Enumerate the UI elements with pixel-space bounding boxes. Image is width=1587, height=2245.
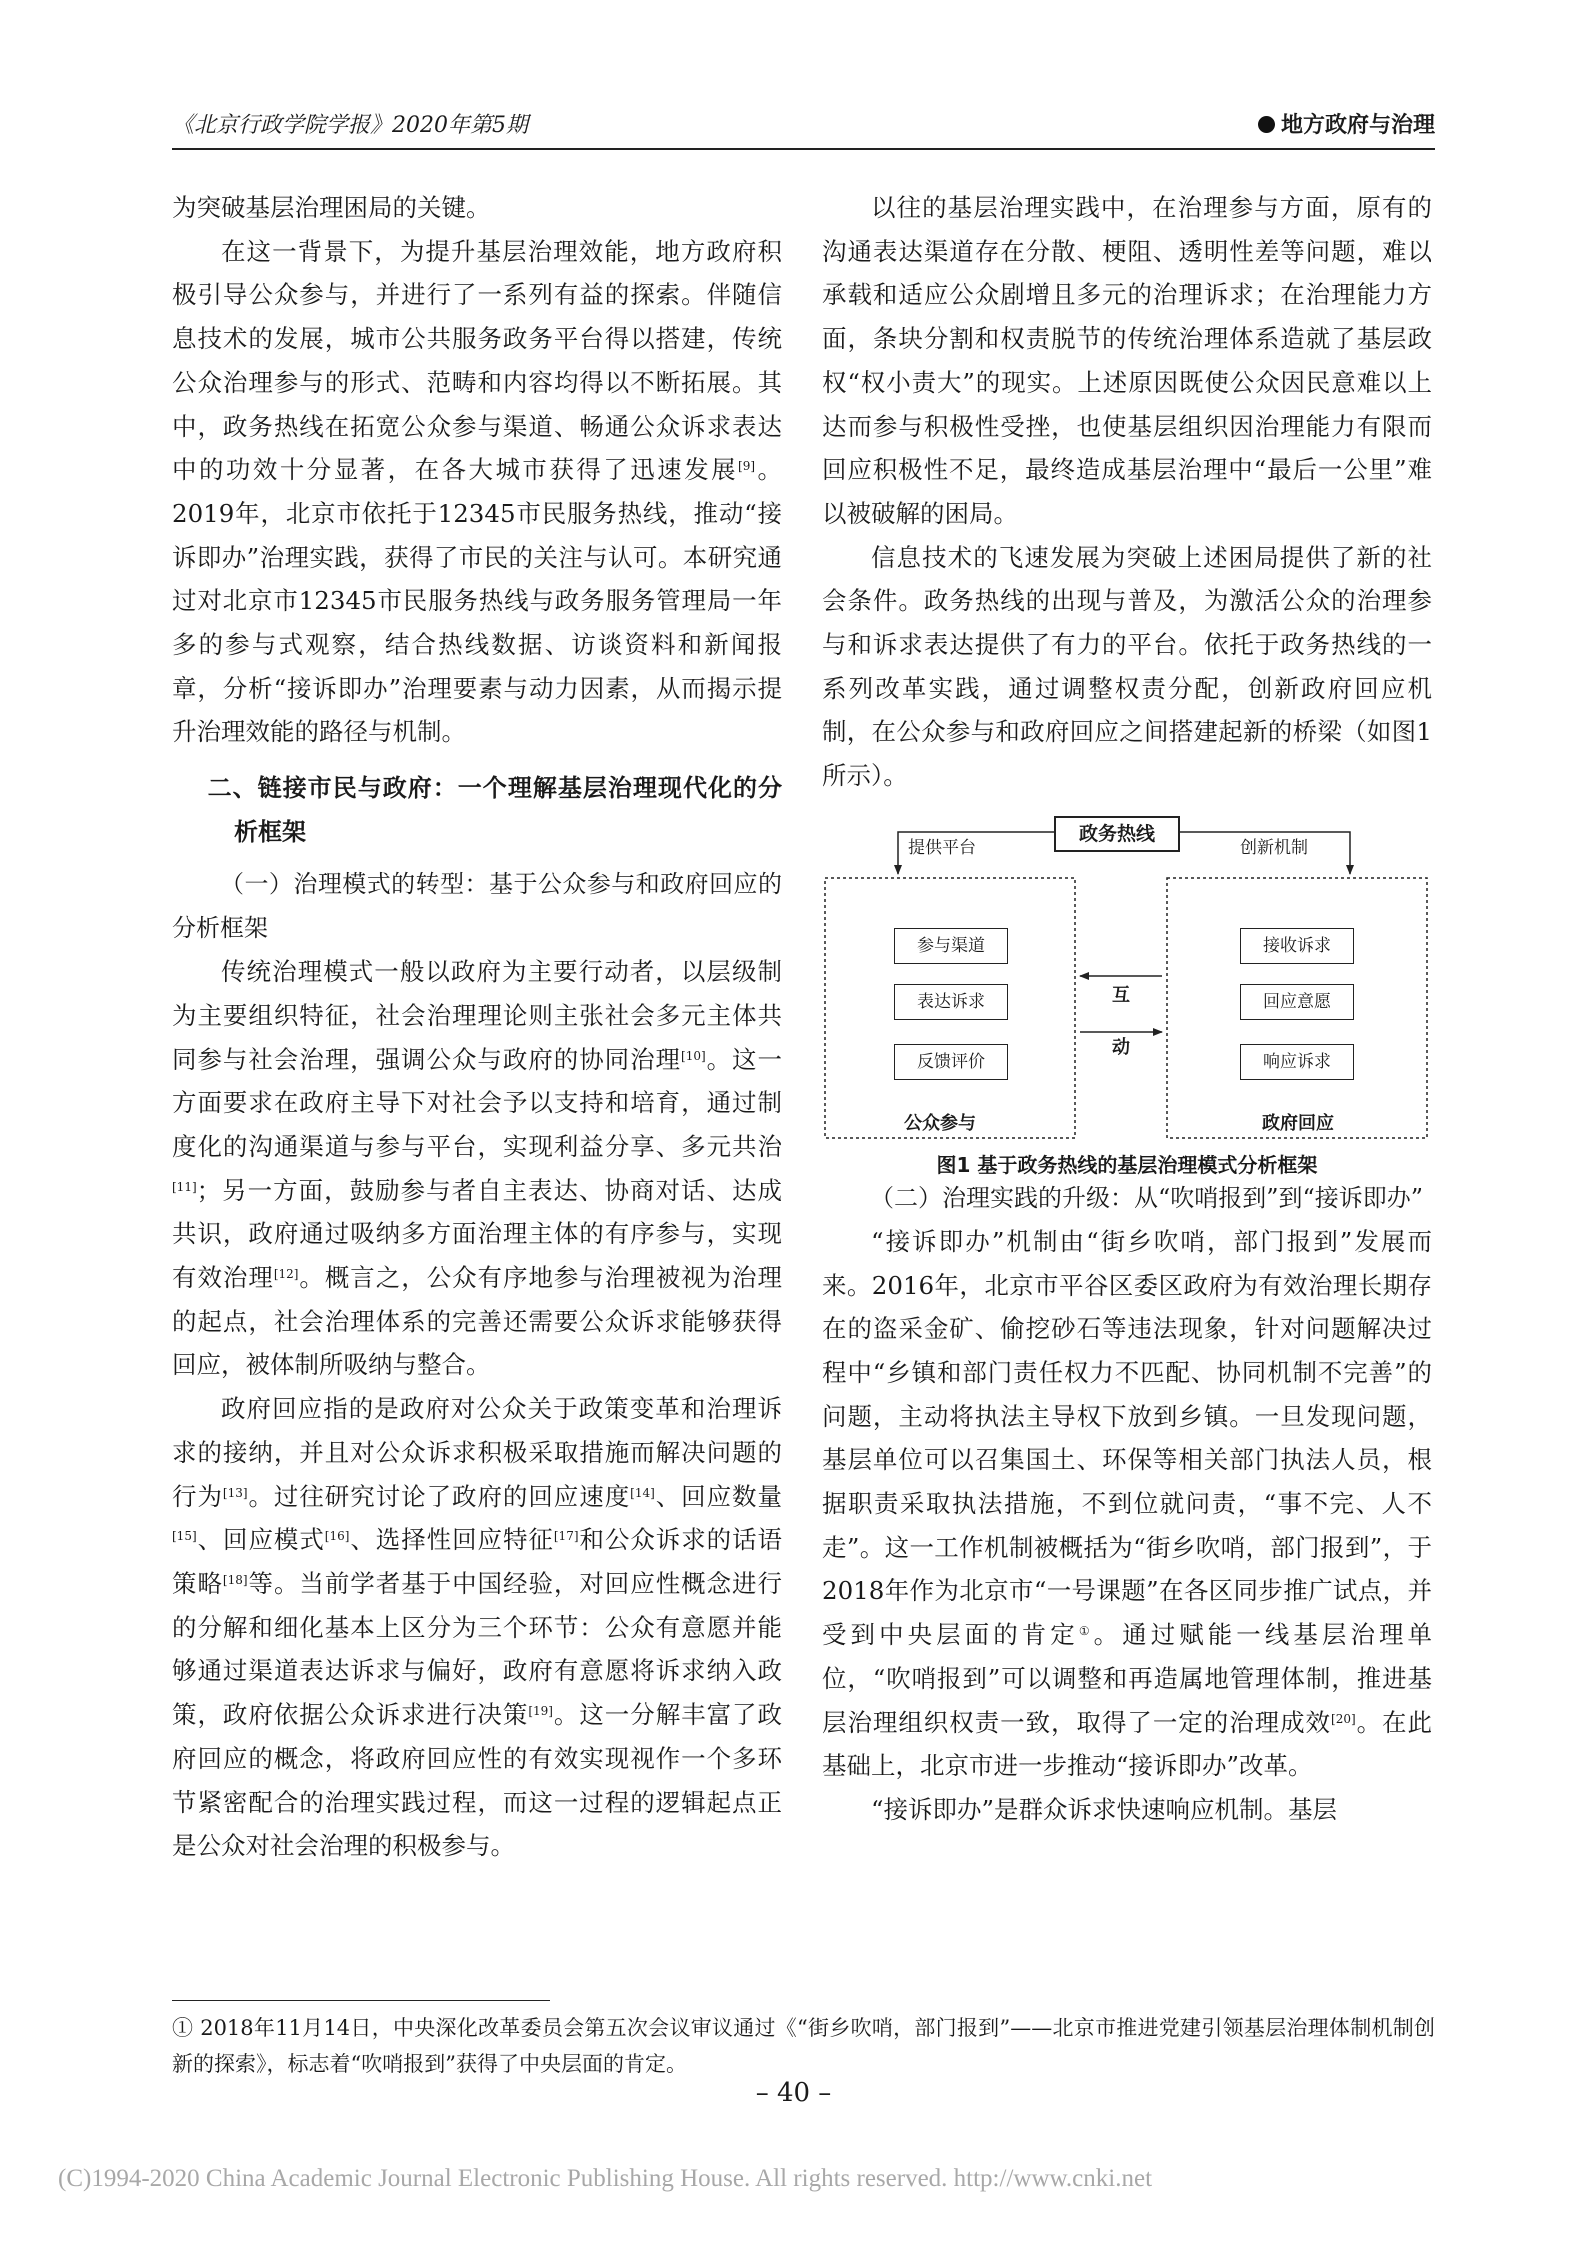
paragraph: 传统治理模式一般以政府为主要行动者，以层级制为主要组织特征，社会治理理论则主张社会多元主体共同参与社会治理，强调公众与政府的协同治理[10]。这一方面要求在政府主导下对社会予以支持和培育，通过制度化的沟通渠道与参与平台，实现利益分享、多元共治[11]；另一方面，鼓励参与者自主表达、协商对话、达成共识，政府通过吸纳多方面治理主体的有序参与，实现有效治理[12]。概言之，公众有序地参与治理被视为治理的起点，社会治理体系的完善还需要公众诉求能够获得回应，被体制所吸纳与整合。	[172, 957, 783, 1380]
figure-caption: 图1 基于政务热线的基层治理模式分析框架	[936, 1152, 1318, 1177]
right-column	[822, 186, 1432, 1832]
paragraph: 以往的基层治理实践中，在治理参与方面，原有的沟通表达渠道存在分散、梗阻、透明性差等问题，难以承载和适应公众剧增且多元的治理诉求；在治理能力方面，条块分割和权责脱节的传统治理体系造就了基层政权“权小责大”的现实。上述原因既使公众因民意难以上达而参与积极性受挫，也使基层组织因治理能力有限而回应积极性不足，最终造成基层治理中“最后一公里”难以被破解的困局。	[822, 193, 1432, 528]
footnote-divider	[172, 2000, 550, 2001]
left-column	[172, 186, 782, 1868]
section-title	[1258, 108, 1435, 139]
citation: [10]	[681, 1048, 706, 1063]
innovate-mechanism-label: 创新机制	[1240, 837, 1308, 858]
paragraph: “接诉即办”是群众诉求快速响应机制。基层	[871, 1794, 1338, 1824]
left-item: 表达诉求	[894, 984, 1008, 1020]
footnote: ① 2018年11月14日，中央深化改革委员会第五次会议审议通过《“街乡吹哨，部门报到”——北京市推进党建引领基层治理体制机制创新的探索》，标志着“吹哨报到”获得了中央层面的肯定。	[172, 2016, 1435, 2076]
journal-title: 《北京行政学院学报》2020年第5期	[172, 113, 528, 138]
citation: [14]	[630, 1485, 655, 1500]
hotline-box: 政务热线	[1054, 816, 1180, 852]
subsection-heading: （一）治理模式的转型：基于公众参与和政府回应的分析框架	[172, 870, 782, 943]
paragraph: 在这一背景下，为提升基层治理效能，地方政府积极引导公众参与，并进行了一系列有益的探索。伴随信息技术的发展，城市公共服务政务平台得以搭建，传统公众治理参与的形式、范畴和内容均得以不断拓展。其中，政务热线在拓宽公众参与渠道、畅通公众诉求表达中的功效十分显著，在各大城市获得了迅速发展[9]。2019年，北京市依托于12345市民服务热线，推动“接诉即办”治理实践，获得了市民的关注与认可。本研究通过对北京市12345市民服务热线与政务服务管理局一年多的参与式观察，结合热线数据、访谈资料和新闻报章，分析“接诉即办”治理要素与动力因素，从而揭示提升治理效能的路径与机制。	[172, 236, 783, 747]
figure-1	[822, 806, 1432, 1176]
citation: [15]	[172, 1529, 197, 1544]
government-response-title: 政府回应	[1262, 1112, 1334, 1134]
page-number: – 40 –	[755, 2078, 832, 2108]
bullet-icon	[1258, 116, 1275, 133]
citation: [20]	[1331, 1711, 1356, 1726]
citation: [13]	[222, 1485, 248, 1500]
right-item: 接收诉求	[1240, 928, 1354, 964]
copyright-watermark: (C)1994-2020 China Academic Journal Electronic Publishing House. All rights reserved. http://www.cnki.net	[58, 2165, 1153, 2192]
public-participation-title: 公众参与	[904, 1112, 976, 1134]
subsection-heading: （二）治理实践的升级：从“吹哨报到”到“接诉即办”	[870, 1183, 1424, 1212]
citation: [11]	[172, 1179, 197, 1194]
running-header	[172, 100, 1435, 150]
paragraph: “接诉即办”机制由“街乡吹哨，部门报到”发展而来。2016年，北京市平谷区委区政府为有效治理长期存在的盗采金矿、偷挖砂石等违法现象，针对问题解决过程中“乡镇和部门责任权力不匹配、协同机制不完善”的问题，主动将执法主导权下放到乡镇。一旦发现问题，基层单位可以召集国土、环保等相关部门执法人员，根据职责采取执法措施，不到位就问责，“事不完、人不走”。这一工作机制被概括为“街乡吹哨，部门报到”，于2018年作为北京市“一号课题”在各区同步推广试点，并受到中央层面的肯定①。通过赋能一线基层治理单位，“吹哨报到”可以调整和再造属地管理体制，推进基层治理组织权责一致，取得了一定的治理成效[20]。在此基础上，北京市进一步推动“接诉即办”改革。	[822, 1226, 1433, 1781]
paragraph: 为突破基层治理困局的关键。	[172, 193, 491, 222]
paragraph: 政府回应指的是政府对公众关于政策变革和治理诉求的接纳，并且对公众诉求积极采取措施而解决问题的行为[13]。过往研究讨论了政府的回应速度[14]、回应数量[15]、回应模式[16]、选择性回应特征[17]和公众诉求的话语策略[18]等。当前学者基于中国经验，对回应性概念进行的分解和细化基本上区分为三个环节：公众有意愿并能够通过渠道表达诉求与偏好，政府有意愿将诉求纳入政策，政府依据公众诉求进行决策[19]。这一分解丰富了政府回应的概念，将政府回应性的有效实现视作一个多环节紧密配合的治理实践过程，而这一过程的逻辑起点正是公众对社会治理的积极参与。	[172, 1394, 783, 1861]
citation: [16]	[324, 1529, 350, 1544]
footnote-marker: ①	[1078, 1624, 1094, 1639]
left-item: 参与渠道	[894, 928, 1008, 964]
citation: [18]	[222, 1572, 248, 1587]
provide-platform-label: 提供平台	[908, 837, 976, 858]
citation: [17]	[553, 1529, 579, 1544]
citation: [9]	[738, 459, 756, 474]
right-item: 响应诉求	[1240, 1044, 1354, 1080]
left-item: 反馈评价	[894, 1044, 1008, 1080]
citation: [19]	[528, 1704, 553, 1719]
citation: [12]	[273, 1267, 299, 1282]
interaction-label-top: 互	[1112, 984, 1130, 1006]
interaction-label-bottom: 动	[1112, 1036, 1130, 1058]
paragraph: 信息技术的飞速发展为突破上述困局提供了新的社会条件。政务热线的出现与普及，为激活公众的治理参与和诉求表达提供了有力的平台。依托于政务热线的一系列改革实践，通过调整权责分配，创新政府回应机制，在公众参与和政府回应之间搭建起新的桥梁（如图1所示）。	[822, 542, 1432, 791]
section-heading: 二、链接市民与政府：一个理解基层治理现代化的分析框架	[207, 774, 782, 847]
right-item: 回应意愿	[1240, 984, 1354, 1020]
section-label: 地方政府与治理	[1280, 112, 1435, 138]
